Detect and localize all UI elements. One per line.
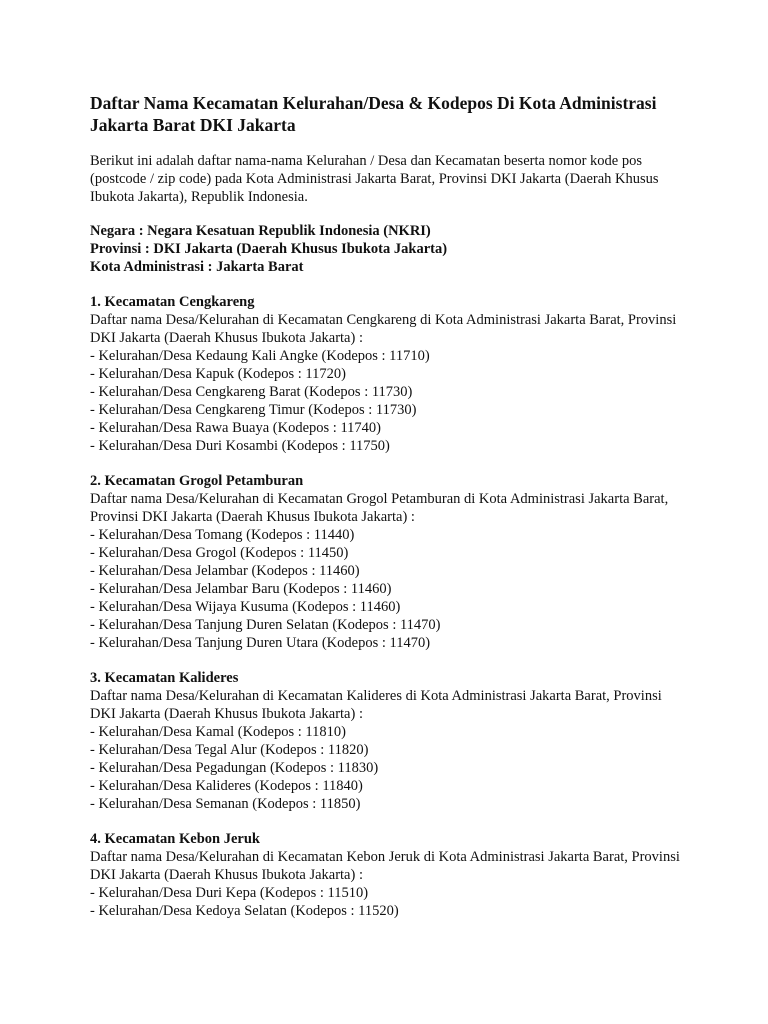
meta-city: Kota Administrasi : Jakarta Barat (90, 259, 304, 275)
list-item: - Kelurahan/Desa Cengkareng Barat (Kodepos : 11730) (90, 384, 413, 400)
section-cengkareng (90, 293, 690, 455)
list-item: - Kelurahan/Desa Tomang (Kodepos : 11440) (90, 527, 355, 543)
list-item: - Kelurahan/Desa Rawa Buaya (Kodepos : 11740) (90, 420, 381, 436)
section-description: Daftar nama Desa/Kelurahan di Kecamatan Kebon Jeruk di Kota Administrasi Jakarta Barat, Provinsi DKI Jakarta (Daerah Khusus Ibukota Jakarta) : (90, 849, 680, 883)
list-item: - Kelurahan/Desa Cengkareng Timur (Kodepos : 11730) (90, 402, 417, 418)
list-item: - Kelurahan/Desa Kedoya Selatan (Kodepos : 11520) (90, 903, 399, 919)
section-heading: 2. Kecamatan Grogol Petamburan (90, 473, 304, 489)
document-title: Daftar Nama Kecamatan Kelurahan/Desa & Kodepos Di Kota Administrasi Jakarta Barat DKI Jakarta (90, 93, 657, 135)
list-item: - Kelurahan/Desa Tanjung Duren Selatan (Kodepos : 11470) (90, 617, 441, 633)
list-item: - Kelurahan/Desa Grogol (Kodepos : 11450) (90, 545, 349, 561)
document-page (90, 92, 690, 937)
section-heading: 1. Kecamatan Cengkareng (90, 294, 255, 310)
section-description: Daftar nama Desa/Kelurahan di Kecamatan Cengkareng di Kota Administrasi Jakarta Barat, Provinsi DKI Jakarta (Daerah Khusus Ibukota Jakarta) : (90, 312, 677, 346)
list-item: - Kelurahan/Desa Wijaya Kusuma (Kodepos : 11460) (90, 599, 401, 615)
list-item: - Kelurahan/Desa Kedaung Kali Angke (Kodepos : 11710) (90, 348, 430, 364)
list-item: - Kelurahan/Desa Kamal (Kodepos : 11810) (90, 724, 346, 740)
section-kalideres (90, 669, 690, 813)
list-item: - Kelurahan/Desa Tanjung Duren Utara (Kodepos : 11470) (90, 635, 431, 651)
list-item: - Kelurahan/Desa Pegadungan (Kodepos : 11830) (90, 760, 379, 776)
list-item: - Kelurahan/Desa Tegal Alur (Kodepos : 11820) (90, 742, 369, 758)
meta-province: Provinsi : DKI Jakarta (Daerah Khusus Ibukota Jakarta) (90, 241, 448, 257)
meta-block (90, 222, 690, 276)
section-heading: 3. Kecamatan Kalideres (90, 670, 239, 686)
list-item: - Kelurahan/Desa Kalideres (Kodepos : 11840) (90, 778, 363, 794)
list-item: - Kelurahan/Desa Jelambar (Kodepos : 11460) (90, 563, 360, 579)
list-item: - Kelurahan/Desa Kapuk (Kodepos : 11720) (90, 366, 346, 382)
list-item: - Kelurahan/Desa Jelambar Baru (Kodepos : 11460) (90, 581, 392, 597)
list-item: - Kelurahan/Desa Semanan (Kodepos : 11850) (90, 796, 361, 812)
list-item: - Kelurahan/Desa Duri Kosambi (Kodepos : 11750) (90, 438, 390, 454)
section-kebon-jeruk (90, 830, 690, 920)
intro-paragraph: Berikut ini adalah daftar nama-nama Kelurahan / Desa dan Kecamatan beserta nomor kode pos (postcode / zip code) pada Kota Administrasi Jakarta Barat, Provinsi DKI Jakarta (Daerah Khusus Ibukota Jakarta), Republik Indonesia. (90, 153, 659, 205)
section-heading: 4. Kecamatan Kebon Jeruk (90, 831, 260, 847)
section-description: Daftar nama Desa/Kelurahan di Kecamatan Kalideres di Kota Administrasi Jakarta Barat, Provinsi DKI Jakarta (Daerah Khusus Ibukota Jakarta) : (90, 688, 662, 722)
meta-country: Negara : Negara Kesatuan Republik Indonesia (NKRI) (90, 223, 431, 239)
section-grogol-petamburan (90, 472, 690, 652)
list-item: - Kelurahan/Desa Duri Kepa (Kodepos : 11510) (90, 885, 369, 901)
section-description: Daftar nama Desa/Kelurahan di Kecamatan Grogol Petamburan di Kota Administrasi Jakarta Barat, Provinsi DKI Jakarta (Daerah Khusus Ibukota Jakarta) : (90, 491, 669, 525)
